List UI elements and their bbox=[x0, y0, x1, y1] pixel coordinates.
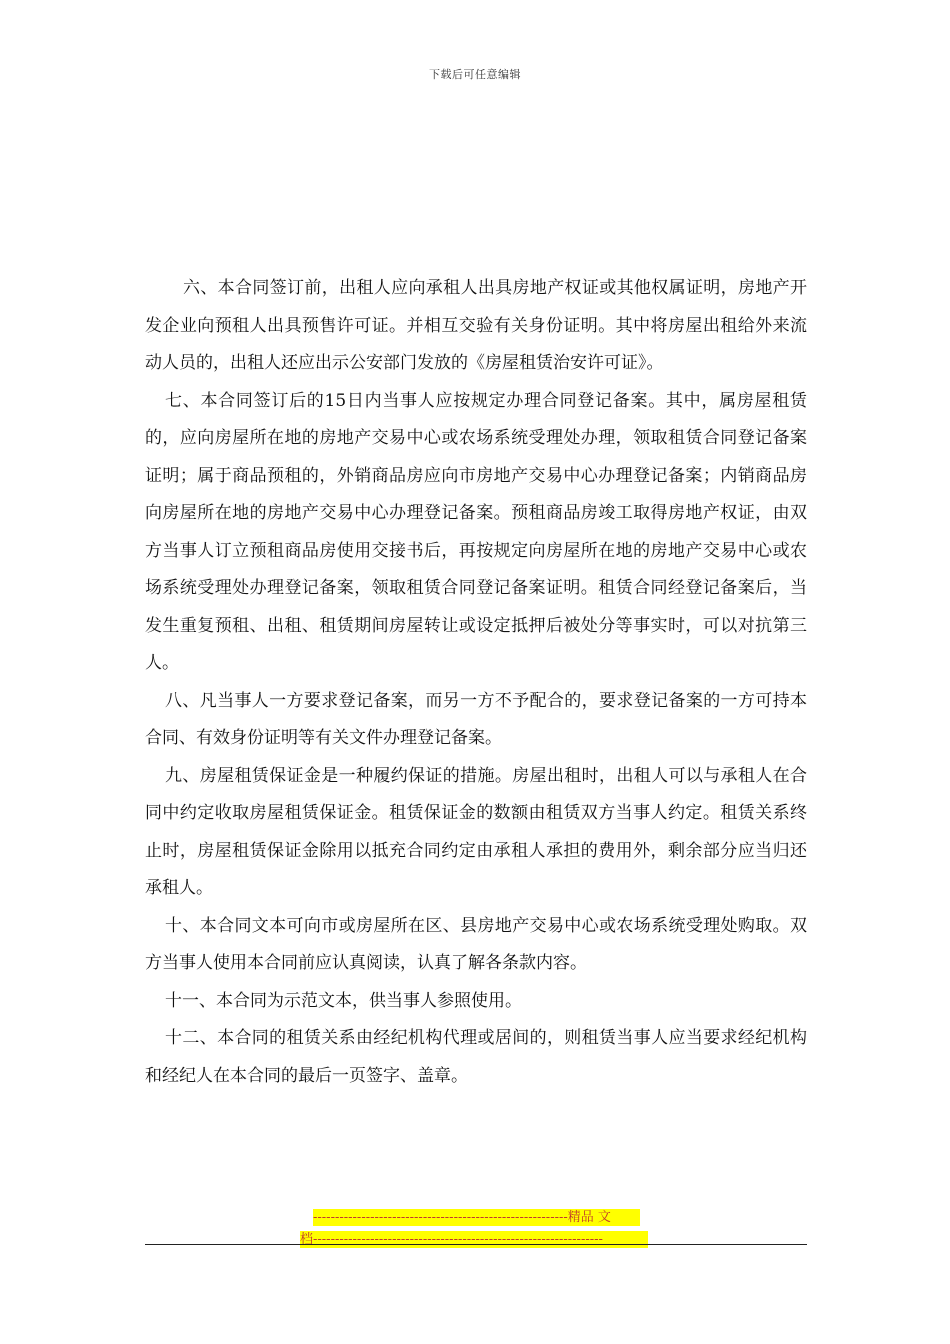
paragraph-11: 十一、本合同为示范文本，供当事人参照使用。 bbox=[165, 990, 522, 1011]
footer-watermark bbox=[300, 1209, 660, 1253]
paragraph-10: 十、本合同文本可向市或房屋所在区、县房地产交易中心或农场系统受理处购取。双方当事人使用本合同前应认真阅读，认真了解各条款内容。 bbox=[145, 915, 807, 973]
footer-watermark-line-1: ----------------------------------------------------------精品 文 bbox=[313, 1209, 640, 1226]
paragraph-7: 七、本合同签订后的15日内当事人应按规定办理合同登记备案。其中，属房屋租赁的，应向房屋所在地的房地产交易中心或农场系统受理处办理，领取租赁合同登记备案证明；属于商品预租的，外销商品房应向市房地产交易中心办理登记备案；内销商品房向房屋所在地的房地产交易中心办理登记备案。预租商品房竣工取得房地产权证，由双方当事人订立预租商品房使用交接书后，再按规定向房屋所在地的房地产交易中心或农场系统受理处办理登记备案，领取租赁合同登记备案证明。租赁合同经登记备案后，当发生重复预租、出租、租赁期间房屋转让或设定抵押后被处分等事实时，可以对抗第三人。 bbox=[145, 390, 807, 673]
paragraph-12: 十二、本合同的租赁关系由经纪机构代理或居间的，则租赁当事人应当要求经纪机构和经纪人在本合同的最后一页签字、盖章。 bbox=[145, 1028, 807, 1086]
paragraph-6: 六、本合同签订前，出租人应向承租人出具房地产权证或其他权属证明，房地产开发企业向预租人出具预售许可证。并相互交验有关身份证明。其中将房屋出租给外来流动人员的，出租人还应出示公安部门发放的《房屋租赁治安许可证》。 bbox=[145, 278, 807, 373]
document-body bbox=[145, 270, 807, 1095]
footer-watermark-line-2: 档------------------------------------------------------------------ bbox=[300, 1231, 648, 1248]
header-note: 下载后可任意编辑 bbox=[429, 68, 521, 81]
paragraph-8: 八、凡当事人一方要求登记备案，而另一方不予配合的，要求登记备案的一方可持本合同、有效身份证明等有关文件办理登记备案。 bbox=[145, 690, 807, 748]
paragraph-9: 九、房屋租赁保证金是一种履约保证的措施。房屋出租时，出租人可以与承租人在合同中约定收取房屋租赁保证金。租赁保证金的数额由租赁双方当事人约定。租赁关系终止时，房屋租赁保证金除用以抵充合同约定由承租人承担的费用外，剩余部分应当归还承租人。 bbox=[145, 765, 807, 898]
footer-divider bbox=[145, 1244, 807, 1245]
